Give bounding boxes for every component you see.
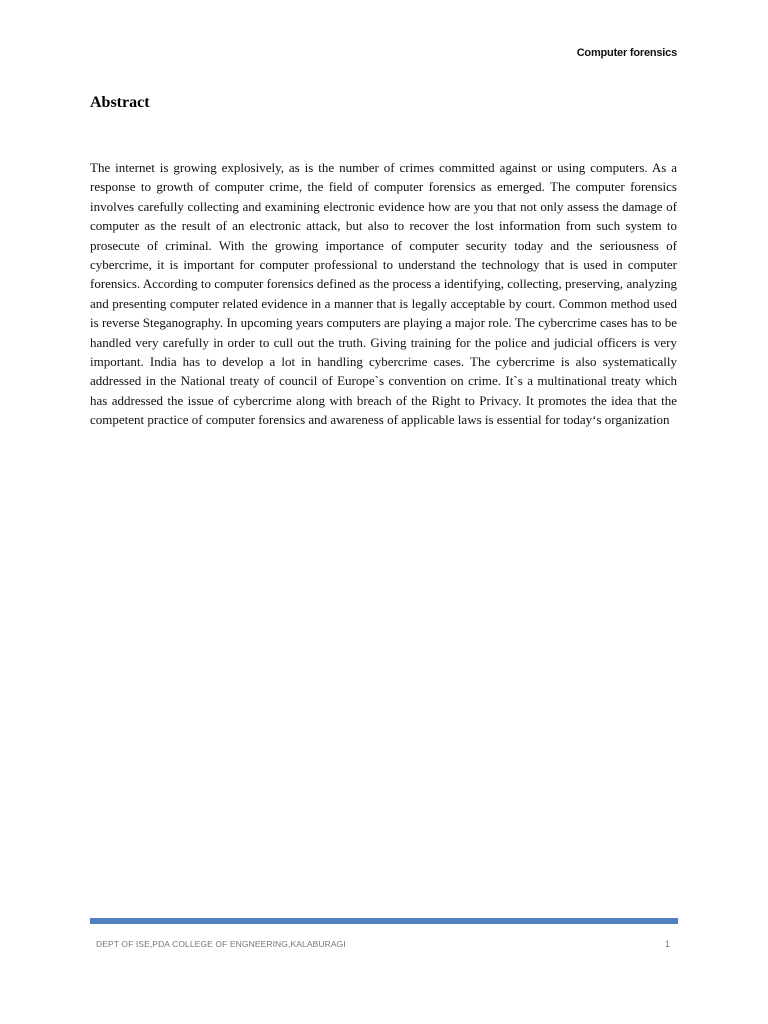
page-number: 1 [664, 939, 670, 949]
running-header: Computer forensics [576, 47, 677, 59]
footer-divider [90, 918, 678, 924]
footer-institution: DEPT OF ISE,PDA COLLEGE OF ENGNEERING,KALABURAGI [96, 939, 346, 949]
section-title: Abstract [90, 94, 150, 111]
abstract-paragraph: The internet is growing explosively, as is the number of crimes committed against or using computers. As a response to growth of computer crime, the field of computer forensics as emerged. The computer forensics involves carefully collecting and examining electronic evidence how are you that not only assess the damage of computer as the result of an electronic attack, but also to recover the lost information from such system to prosecute of criminal. With the growing importance of computer security today and the seriousness of cybercrime, it is important for computer professional to understand the technology that is used in computer forensics. According to computer forensics defined as the process a identifying, collecting, preserving, analyzing and presenting computer related evidence in a manner that is legally acceptable by court. Common method used is reverse Steganography. In upcoming years computers are playing a major role. The cybercrime cases has to be handled very carefully in order to cull out the truth. Giving training for the police and judicial officers is very important. India has to develop a lot in handling cybercrime cases. The cybercrime is also systematically addressed in the National treaty of council of Europe`s convention on crime. It`s a multinational treaty which has addressed the issue of cybercrime along with breach of the Right to Privacy. It promotes the idea that the competent practice of computer forensics and awareness of applicable laws is essential for today‘s organization [90, 160, 677, 428]
